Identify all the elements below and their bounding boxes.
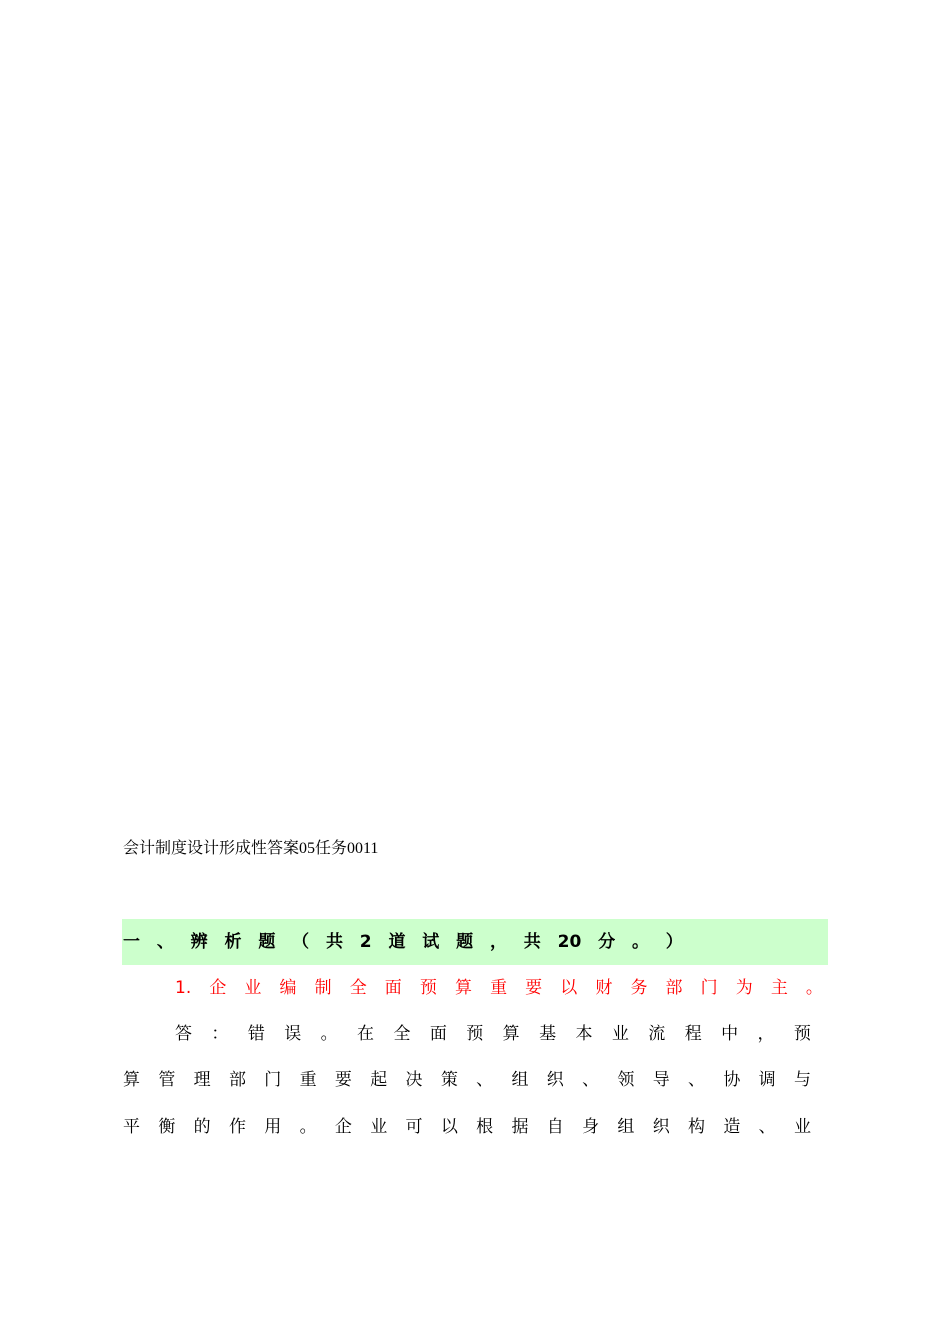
text-glyph: 算: [123, 1070, 140, 1090]
text-glyph: 造: [723, 1117, 741, 1137]
text-glyph: 理: [193, 1070, 211, 1090]
text-glyph: 预: [419, 978, 437, 998]
text-glyph: 门: [264, 1070, 282, 1090]
text-glyph: 答: [175, 1024, 192, 1044]
text-glyph: 。: [320, 1024, 338, 1044]
text-glyph: 、: [156, 932, 174, 952]
text-glyph: 分: [598, 932, 616, 952]
text-glyph: 可: [405, 1117, 423, 1137]
text-glyph: 部: [665, 978, 683, 998]
text-glyph: 本: [575, 1024, 593, 1044]
text-glyph: 共: [325, 932, 343, 952]
answer-line-3: [123, 1115, 811, 1139]
text-glyph: 题: [456, 932, 474, 952]
text-glyph: 业: [244, 978, 262, 998]
document-title: 会计制度设计形成性答案05任务0011: [123, 840, 379, 857]
section-heading: [123, 930, 683, 954]
text-glyph: 用: [264, 1117, 282, 1137]
text-glyph: 重: [490, 978, 508, 998]
text-glyph: 算: [454, 978, 472, 998]
text-glyph: 预: [793, 1024, 811, 1044]
text-glyph: 2: [359, 932, 372, 952]
text-glyph: 构: [688, 1117, 705, 1137]
text-glyph: 程: [684, 1024, 702, 1044]
text-glyph: 自: [546, 1117, 564, 1137]
text-glyph: 在: [357, 1024, 375, 1044]
text-glyph: 题: [258, 932, 276, 952]
text-glyph: 误: [284, 1024, 302, 1044]
text-glyph: 衡: [158, 1117, 176, 1137]
text-glyph: 、: [758, 1117, 776, 1137]
question-1: [175, 976, 823, 1000]
text-glyph: 管: [158, 1070, 176, 1090]
text-glyph: 重: [299, 1070, 317, 1090]
answer-line-1: [175, 1022, 811, 1046]
text-glyph: 预: [466, 1024, 484, 1044]
text-glyph: 协: [723, 1070, 741, 1090]
text-glyph: 导: [652, 1070, 670, 1090]
text-glyph: 以: [560, 978, 578, 998]
text-glyph: 。: [805, 978, 823, 998]
text-glyph: 要: [334, 1070, 352, 1090]
text-glyph: 为: [735, 978, 753, 998]
text-glyph: 业: [370, 1117, 388, 1137]
text-glyph: 根: [476, 1117, 494, 1137]
text-glyph: 企: [334, 1117, 352, 1137]
text-glyph: 企: [209, 978, 227, 998]
text-glyph: 流: [648, 1024, 666, 1044]
text-glyph: ：: [211, 1024, 229, 1044]
text-glyph: 领: [617, 1070, 635, 1090]
text-glyph: 中: [721, 1024, 739, 1044]
text-glyph: 平: [123, 1117, 140, 1137]
text-glyph: 一: [123, 932, 140, 952]
text-glyph: 全: [393, 1024, 411, 1044]
text-glyph: 据: [511, 1117, 529, 1137]
text-glyph: 辨: [190, 932, 208, 952]
text-glyph: 务: [630, 978, 648, 998]
text-glyph: 决: [405, 1070, 423, 1090]
text-glyph: 调: [758, 1070, 776, 1090]
text-glyph: 组: [617, 1117, 635, 1137]
text-glyph: 共: [523, 932, 541, 952]
text-glyph: 。: [631, 932, 649, 952]
text-glyph: 与: [793, 1070, 811, 1090]
text-glyph: 1.: [175, 978, 192, 998]
text-glyph: 以: [440, 1117, 458, 1137]
text-glyph: 、: [582, 1070, 600, 1090]
text-glyph: 基: [539, 1024, 557, 1044]
text-glyph: 起: [370, 1070, 388, 1090]
text-glyph: 的: [193, 1117, 211, 1137]
text-glyph: 作: [228, 1117, 246, 1137]
text-glyph: 身: [582, 1117, 600, 1137]
text-glyph: 组: [511, 1070, 529, 1090]
text-glyph: 部: [228, 1070, 246, 1090]
text-glyph: 算: [502, 1024, 520, 1044]
text-glyph: 。: [299, 1117, 317, 1137]
text-glyph: 20: [557, 932, 582, 952]
text-glyph: 全: [349, 978, 367, 998]
text-glyph: 财: [595, 978, 613, 998]
text-glyph: 、: [688, 1070, 705, 1090]
text-glyph: 门: [700, 978, 718, 998]
text-glyph: ，: [757, 1024, 775, 1044]
text-glyph: ，: [489, 932, 507, 952]
text-glyph: 面: [384, 978, 402, 998]
text-glyph: 编: [279, 978, 297, 998]
text-glyph: 主: [770, 978, 788, 998]
text-glyph: 析: [224, 932, 242, 952]
text-glyph: ）: [665, 932, 683, 952]
answer-line-2: [123, 1068, 811, 1092]
text-glyph: 织: [546, 1070, 564, 1090]
text-glyph: 试: [422, 932, 440, 952]
text-glyph: 策: [440, 1070, 458, 1090]
text-glyph: 业: [793, 1117, 811, 1137]
text-glyph: 、: [476, 1070, 494, 1090]
text-glyph: 面: [429, 1024, 447, 1044]
text-glyph: 错: [247, 1024, 265, 1044]
text-glyph: （: [292, 932, 310, 952]
text-glyph: 道: [388, 932, 406, 952]
text-glyph: 织: [652, 1117, 670, 1137]
text-glyph: 制: [314, 978, 332, 998]
text-glyph: 要: [525, 978, 543, 998]
text-glyph: 业: [611, 1024, 629, 1044]
